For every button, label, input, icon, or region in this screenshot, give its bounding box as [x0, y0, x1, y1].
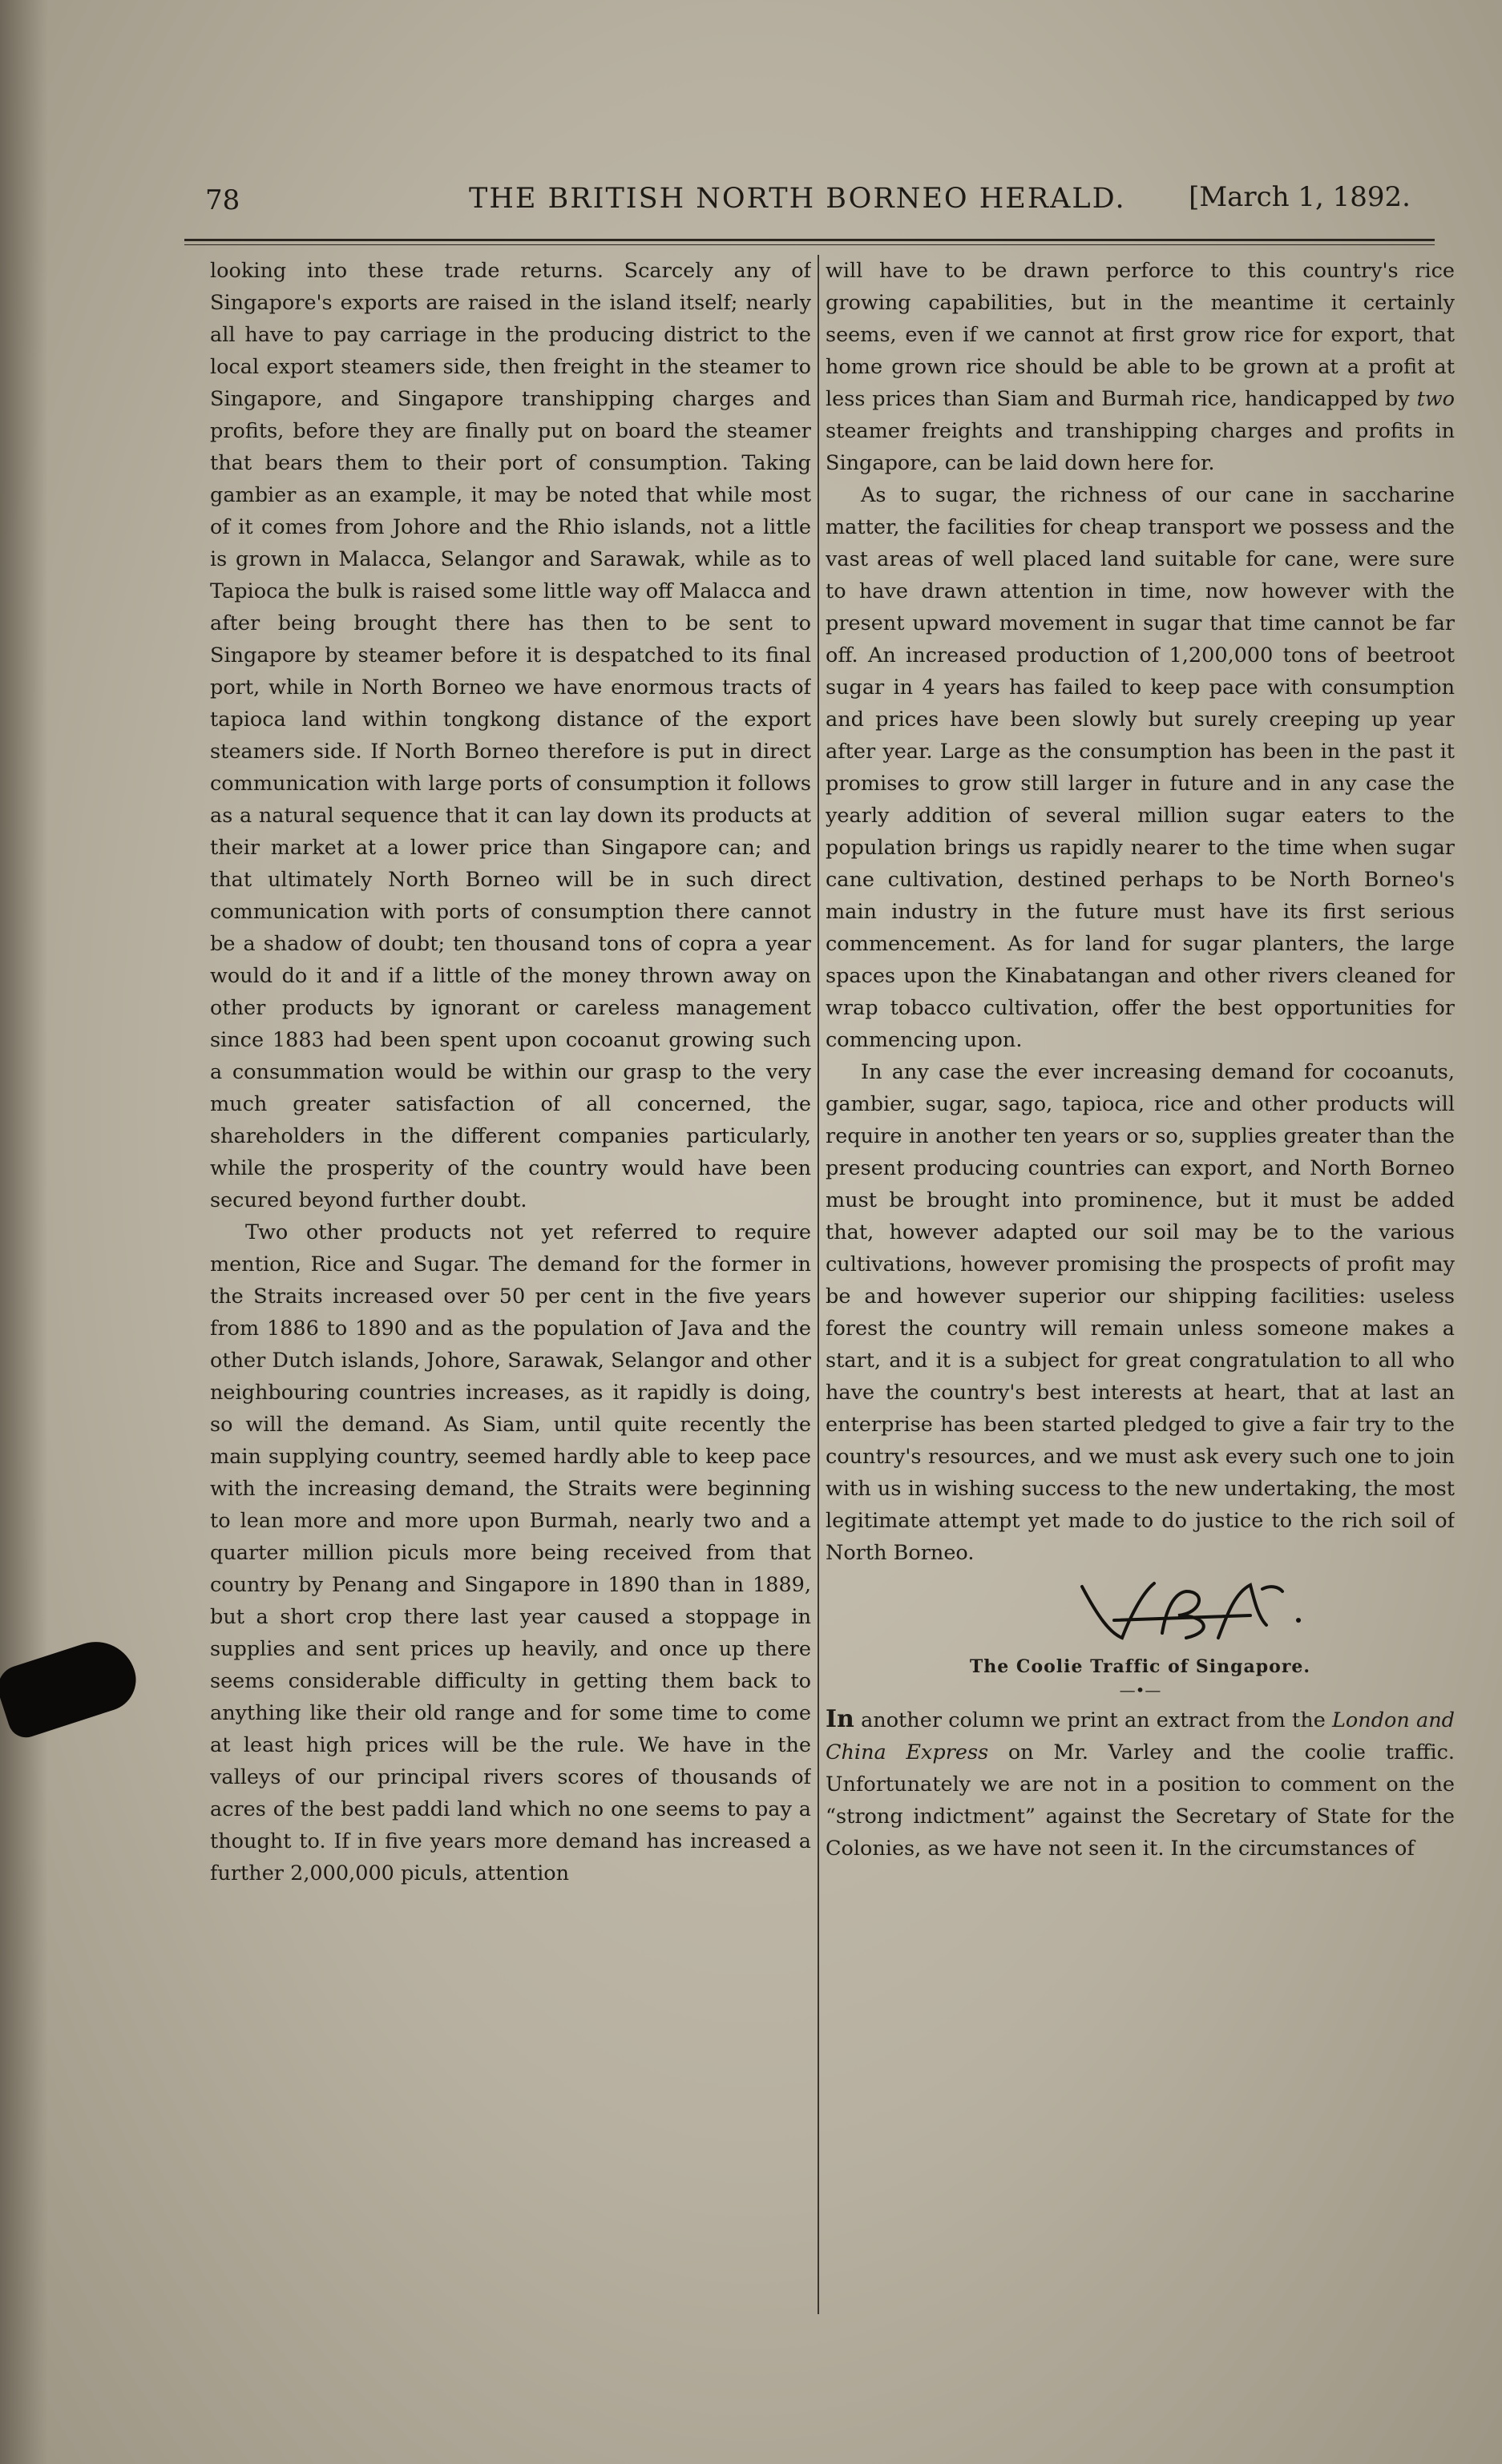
section-heading: The Coolie Traffic of Singapore. — [969, 1656, 1311, 1677]
right-paragraph-1 — [826, 255, 1455, 479]
left-paragraph-2: Two other products not yet referred to require mention, Rice and Sugar. The demand for the former in the Straits increased over 50 per cent in the five years from 1886 to 1890 and as the population of Java and the other Dutch islands, Johore, Sarawak, Selangor and other neighbouring countries increases, as it rapidly is doing, so will the demand. As Siam, until quite recently the main supplying country, seemed hardly able to keep pace with the increasing demand, the Straits were beginning to lean more and more upon Burmah, nearly two and a quarter million piculs more being received from that country by Penang and Singapore in 1890 than in 1889, but a short crop there last year caused a stoppage in supplies and sent prices up heavily, and once up there seems considerable difficulty in getting them back to anything like their old range and for some time to come at least high prices will be the rule. We have in the valleys of our principal rivers scores of thousands of acres of the best paddi land which no one seems to pay a thought to. If in five years more demand has increased a further 2,000,000 piculs, attention — [210, 1220, 811, 1885]
right-paragraph-2: As to sugar, the richness of our cane in saccharine matter, the facilities for cheap transport we possess and the vast areas of well placed land suitable for cane, were sure to have drawn attention in time, now however with the present upward movement in sugar that time cannot be far off. An increased production of 1,200,000 tons of beetroot sugar in 4 years has failed to keep pace with consumption and prices have been slowly but surely creeping up year after year. Large as the consumption has been in the past it promises to grow still larger in future and in any case the yearly addition of several million sugar eaters to the population brings us rapidly nearer to the time when sugar cane cultivation, destined perhaps to be North Borneo's main industry in the future must have its first serious commencement. As for land for sugar planters, the large spaces upon the Kinabatangan and other rivers cleaned for wrap tobacco cultivation, offer the best opportunities for commencing upon. — [826, 483, 1455, 1052]
coolie-traffic-paragraph — [826, 1704, 1455, 1865]
column-divider — [818, 255, 819, 2314]
publication-name: London and China Express — [826, 1708, 1455, 1764]
right-column — [826, 255, 1455, 2314]
lead-capital: In — [826, 1705, 854, 1733]
header-rule — [184, 239, 1435, 245]
left-column — [210, 255, 811, 2314]
heading-ornament: —•— — [1119, 1680, 1161, 1700]
issue-date: [March 1, 1892. — [1189, 181, 1411, 213]
coolie-text-b: on Mr. Varley and the coolie traffic. Unfortunately we are not in a position to comment on the “strong indictment” against the Secretary of State for the Colonies, as we have not seen it. In the circumstances of — [826, 1740, 1455, 1861]
coolie-text-a: another column we print an extract from the — [854, 1708, 1332, 1732]
page-header — [200, 178, 1427, 226]
page-number: 78 — [205, 184, 240, 216]
right-paragraph-3: In any case the ever increasing demand for cocoanuts, gambier, sugar, sago, tapioca, rice and other products will require in another ten years or so, supplies greater than the present producing countries can export, and North Borneo must be brought into prominence, but it must be added that, however adapted our soil may be to the various cultivations, however promising the prospects of profit may be and however superior our shipping facilities: useless forest the country will remain unless someone makes a start, and it is a subject for great congratulation to all who have the country's best interests at heart, that at last an enterprise has been started pledged to give a fair try to the country's resources, and we must ask every such one to join with us in wishing success to the new undertaking, the most legitimate attempt yet made to do justice to the rich soil of North Borneo. — [826, 1060, 1455, 1565]
masthead-title: THE BRITISH NORTH BORNEO HERALD. — [469, 183, 1126, 215]
signature-area — [826, 1569, 1455, 1649]
page-spine-shadow — [0, 0, 48, 2464]
left-paragraph-1: looking into these trade returns. Scarcely any of Singapore's exports are raised in the island itself; nearly all have to pay carriage in the producing district to the local export steamers side, then freight in the steamer to Singapore, and Singapore transhipping charges and profits, before they are finally put on board the steamer that bears them to their port of consumption. Taking gambier as an example, it may be noted that while most of it comes from Johore and the Rhio islands, not a little is grown in Malacca, Selangor and Sarawak, while as to Tapioca the bulk is raised some little way off Malacca and after being brought there has then to be sent to Singapore by steamer before it is despatched to its final port, while in North Borneo we have enormous tracts of tapioca land within tongkong distance of the export steamers side. If North Borneo therefore is put in direct communication with large ports of consumption it follows as a natural sequence that it can lay down its products at their market at a lower price than Singapore can; and that ultimately North Borneo will be in such direct communication with ports of consumption there cannot be a shadow of doubt; ten thousand tons of copra a year would do it and if a little of the money thrown away on other products by ignorant or careless management since 1883 had been spent upon cocoanut growing such a consummation would be within our grasp to the very much greater satisfaction of all concerned, the shareholders in the different companies particularly, while the prosperity of the country would have been secured beyond further doubt. — [210, 259, 811, 1212]
right-paragraph-1-emphasis: two — [1416, 387, 1455, 411]
right-paragraph-1-text-a: will have to be drawn perforce to this country's rice growing capabilities, but in the meantime it certainly seems, even if we cannot at first grow rice for export, that home grown rice should be able to be grown at a profit at less prices than Siam and Burmah rice, handicapped by — [826, 259, 1455, 411]
handwritten-signature-mark — [1066, 1569, 1306, 1649]
right-paragraph-1-text-b: steamer freights and transhipping charges and profits in Singapore, can be laid down here for. — [826, 419, 1455, 475]
